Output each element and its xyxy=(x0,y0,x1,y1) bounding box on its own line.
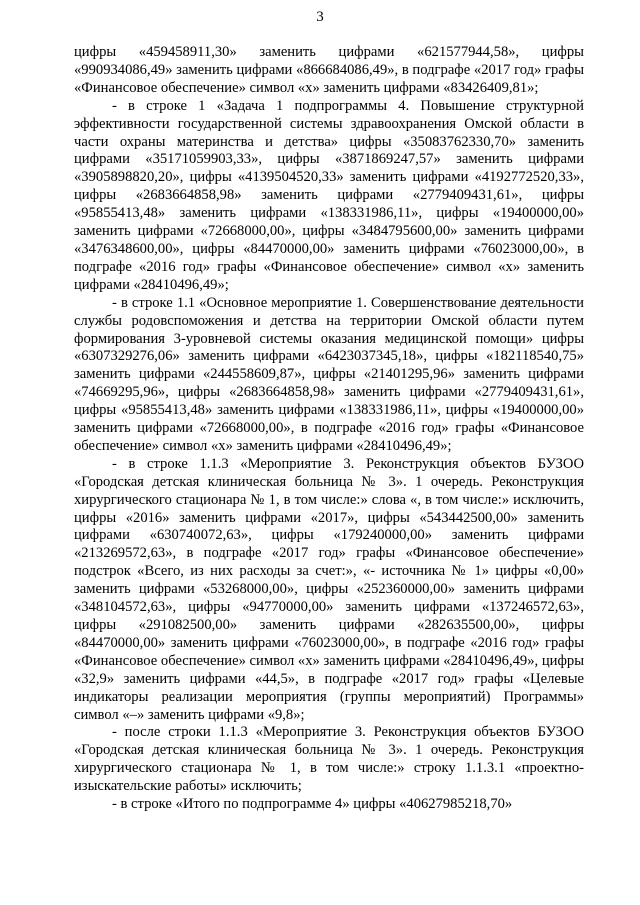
paragraph-task-1: - в строке 1 «Задача 1 подпрограммы 4. Повышение структурной эффективности государственной системы здравоохранения Омской области в части охраны материнства и детства» цифры «35083762330,70» заменить цифрами «35171059903,33», цифры «3871869247,57» заменить цифрами «3905898820,20», цифры «4139504520,33» заменить цифрами «4192772520,33», цифры «2683664858,98» заменить цифрами «2779409431,61», цифры «95855413,48» заменить цифрами «138331986,11», цифры «19400000,00» заменить цифрами «72668000,00», цифры «3484795600,00» заменить цифрами «3476348600,00», цифры «84470000,00» заменить цифрами «76023000,00», в подграфе «2016 год» графы «Финансовое обеспечение» символ «х» заменить цифрами «28410496,49»; xyxy=(74,97,584,293)
page-number: 3 xyxy=(316,9,324,25)
paragraph-after-row-1-1-3: - после строки 1.1.3 «Мероприятие 3. Реконструкция объектов БУЗОО «Городская детская клиническая больница № 3». 1 очередь. Реконструкция хирургического стационара № 1, в том числе:» строку 1.1.3.1 «проектно-изыскательские работы» исключить; xyxy=(74,724,584,795)
paragraph-row-1-1: - в строке 1.1 «Основное мероприятие 1. Совершенствование деятельности службы родовспоможения и детства на территории Омской области путем формирования 3-уровневой системы оказания медицинской помощи» цифры «6307329276,06» заменить цифрами «6423037345,18», цифры «182118540,75» заменить цифрами «244558609,87», цифры «21401295,96» заменить цифрами «74669295,96», цифры «2683664858,98» заменить цифрами «2779409431,61», цифры «95855413,48» заменить цифрами «138331986,11», цифры «19400000,00» заменить цифрами «72668000,00», в подграфе «2016 год» графы «Финансовое обеспечение» символ «х» заменить цифрами «28410496,49»; xyxy=(74,294,584,454)
paragraph-continuation: цифры «459458911,30» заменить цифрами «621577944,58», цифры «990934086,49» заменить цифрами «866684086,49», в подграфе «2017 год» графы «Финансовое обеспечение» символ «х» заменить цифрами «83426409,81»; xyxy=(74,44,584,96)
paragraph-row-1-1-3: - в строке 1.1.3 «Мероприятие 3. Реконструкция объектов БУЗОО «Городская детская клиническая больница № 3». 1 очередь. Реконструкция хирургического стационара № 1, в том числе:» слова «, в том числе:» исключить, цифры «2016» заменить цифрами «2017», цифры «543442500,00» заменить цифрами «630740072,63», цифры «179240000,00» заменить цифрами «213269572,63», в подграфе «2017 год» графы «Финансовое обеспечение» подстрок «Всего, из них расходы за счет:», «- источника № 1» цифры «0,00» заменить цифрами «53268000,00», цифры «252360000,00» заменить цифрами «348104572,63», цифры «94770000,00» заменить цифрами «137246572,63», цифры «291082500,00» заменить цифрами «282635500,00», цифры «84470000,00» заменить цифрами «76023000,00», в подграфе «2016 год» графы «Финансовое обеспечение» символ «х» заменить цифрами «28410496,49», цифры «32,9» заменить цифрами «44,5», в подграфе «2017 год» графы «Целевые индикаторы реализации мероприятия (группы мероприятий) Программы» символ «–» заменить цифрами «9,8»; xyxy=(74,455,584,723)
paragraph-subprogram-total: - в строке «Итого по подпрограмме 4» цифры «40627985218,70» xyxy=(112,796,513,813)
document-body xyxy=(74,44,584,814)
